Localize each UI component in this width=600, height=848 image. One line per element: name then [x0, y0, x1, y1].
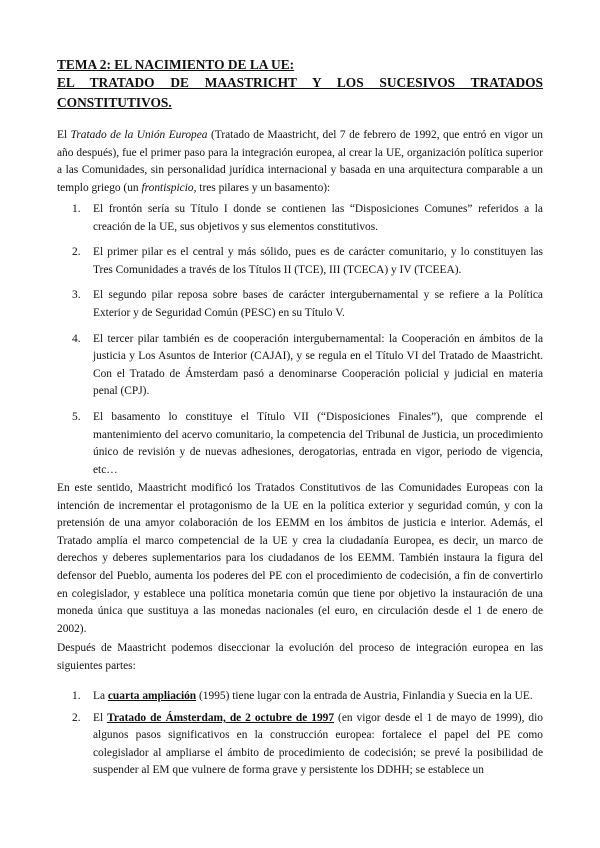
- evolution-list: [72, 688, 543, 784]
- list-item-number: 5.: [72, 410, 81, 423]
- list-item-text: El basamento lo constituye el Título VII (“Disposiciones Finales”), que comprende el mantenimiento del acervo comunitario, la competencia del Tribunal de Justicia, un procedimiento único de revisión y de nuevas adhesiones, derogatorias, entrada en vigor, periodo de vigencia, etc…: [93, 410, 543, 476]
- title-line-1: TEMA 2: EL NACIMIENTO DE LA UE:: [57, 57, 295, 72]
- pillars-list: [72, 201, 543, 487]
- list-item-number: 1.: [72, 203, 81, 215]
- list-item-pre: La: [93, 690, 108, 702]
- intro-italic-frontispicio: frontispicio: [141, 181, 194, 194]
- intro-post: , tres pilares y un basamento):: [193, 181, 331, 194]
- title-line-3: CONSTITUTIVOS.: [57, 95, 172, 110]
- intro-paragraph: [57, 127, 543, 197]
- list-item: [72, 710, 543, 780]
- title-line-2: EL TRATADO DE MAASTRICHT Y LOS SUCESIVOS TRATADOS: [57, 75, 543, 90]
- list-item-number: 2.: [72, 711, 81, 724]
- list-item: [72, 409, 543, 479]
- maastricht-paragraph: En este sentido, Maastricht modificó los Tratados Constitutivos de las Comunidades Europeas con la intención de incrementar el protagonismo de la UE en la política exterior y seguridad común, y con la pretensión de una amyor colaboración de los EEMM en los ámbitos de justicia e interior. Además, el Tratado amplía el marco competencial de la UE y crea la ciudadanía Europea, es decir, un marco de derechos y deberes suplementarios para los ciudadanos de los EEMM. También instaura la figura del defensor del Pueblo, aumenta los poderes del PE con el procedimiento de codecisión, a fin de convertirlo en colegislador, y establece una política monetaria común que tiene por objetivo la instauración de una moneda única que sustituya a las monedas nacionales (el euro, en circulación desde el 1 de enero de 2002).: [57, 482, 543, 635]
- list-item-pre: El: [93, 711, 108, 724]
- intro-pre: El: [57, 129, 71, 141]
- list-item-highlight: Tratado de Ámsterdam, de 2 octubre de 1997: [107, 711, 335, 724]
- intro-italic-treaty: Tratado de la Unión Europea: [70, 129, 208, 141]
- list-item-text: El segundo pilar reposa sobre bases de carácter intergubernamental y se refiere a la Política Exterior y de Seguridad Común (PESC) en su Título V.: [93, 289, 543, 319]
- list-item-number: 3.: [72, 289, 81, 302]
- list-item-number: 4.: [72, 332, 81, 345]
- list-item: [72, 201, 543, 236]
- list-item-text: El primer pilar es el central y más sólido, pues es de carácter comunitario, y lo constituyen las Tres Comunidades a través de los Títulos II (TCE), III (TCECA) y IV (TCEEA).: [93, 246, 543, 276]
- evolution-intro-paragraph: Después de Maastricht podemos diseccionar la evolución del proceso de integración europea en las siguientes partes:: [57, 642, 543, 672]
- list-item-post: (1995) tiene lugar con la entrada de Austria, Finlandia y Suecia en la UE.: [196, 690, 533, 702]
- list-item-post: (en vigor desde el 1 de mayo de 1999), dio algunos pasos significativos en la construcción europea: fortalece el papel del PE como colegislador al ampliarse el ámbito de procedimiento de codecisión; se prevé la posibilidad de suspender al EM que vulnere de forma grave y persistente los DDHH; se establece un: [93, 711, 543, 777]
- list-item-number: 1.: [72, 690, 81, 702]
- list-item-highlight: cuarta ampliación: [107, 690, 197, 702]
- list-item-text: El tercer pilar también es de cooperación intergubernamental: la Cooperación en ámbitos de la justicia y Los Asuntos de Interior (CAJAI), y se regula en el Título VI del Tratado de Maastricht. Con el Tratado de Ámsterdam pasó a denominarse Cooperación policial y judicial en materia penal (CPJ).: [93, 332, 543, 398]
- list-item: [72, 287, 543, 322]
- list-item: [72, 244, 543, 279]
- list-item: [72, 688, 543, 706]
- list-item-number: 2.: [72, 246, 81, 259]
- list-item-text: El frontón sería su Título I donde se contienen las “Disposiciones Comunes” referidos a la creación de la UE, sus objetivos y sus elementos constitutivos.: [93, 203, 543, 233]
- list-item: [72, 331, 543, 401]
- intro-mid: (Tratado de Maastricht, del 7 de febrero de 1992, que entró en vigor un año después), fue el primer paso para la integración europea, al crear la UE, organización política superior a las Comunidades, sin personalidad jurídica internacional y basada en una arquitectura comparable a un templo griego (un: [57, 129, 543, 194]
